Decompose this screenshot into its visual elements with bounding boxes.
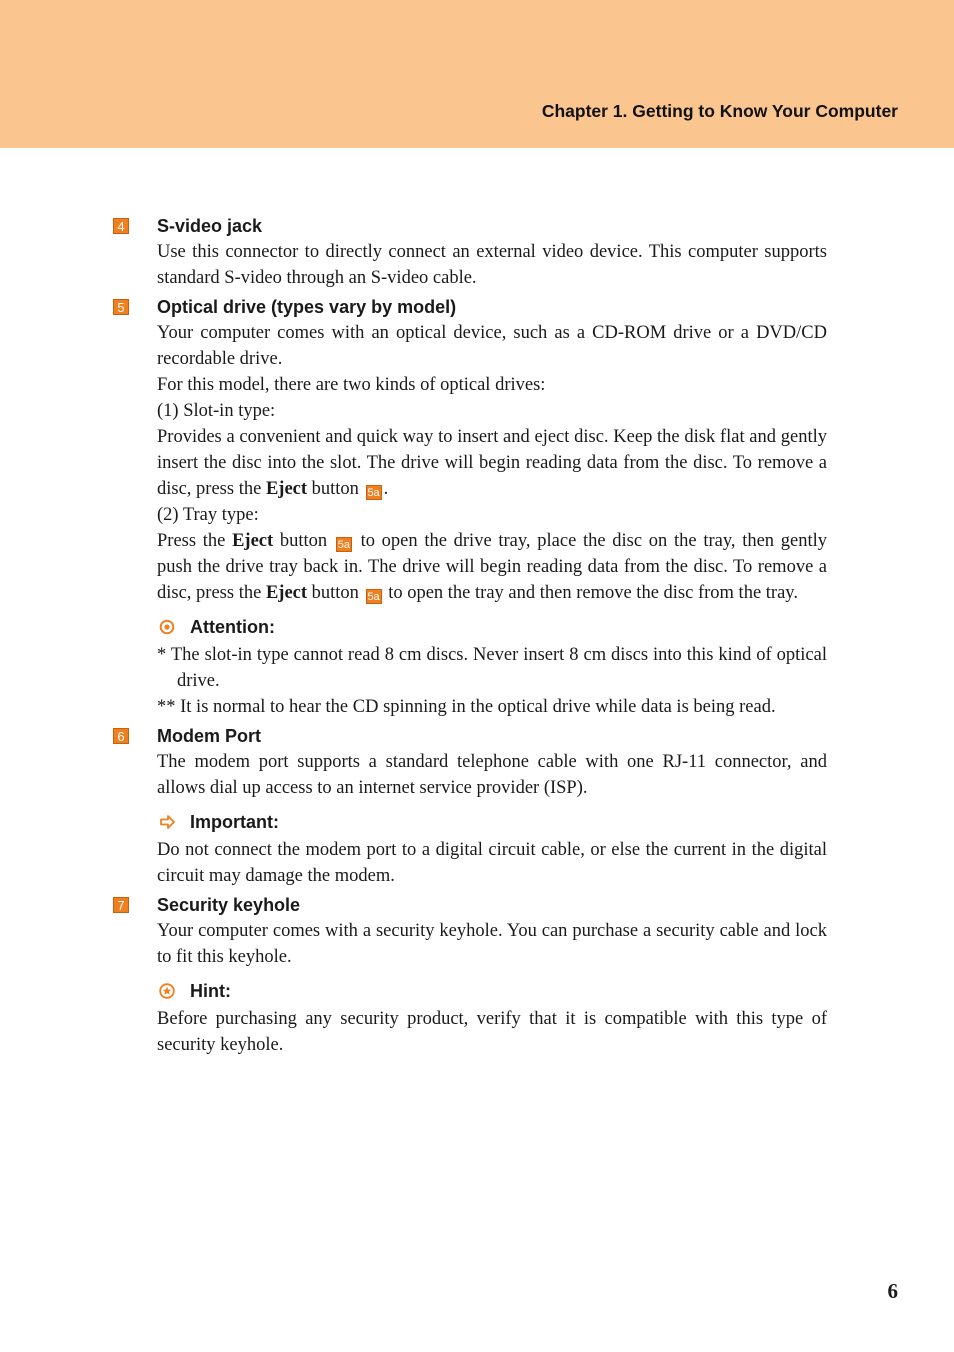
section-heading: Optical drive (types vary by model) <box>157 297 457 317</box>
text-run: to open the tray and then remove the disc from the tray. <box>383 583 798 603</box>
section-heading: Security keyhole <box>157 895 301 915</box>
eject-label: Eject <box>265 479 308 499</box>
text-run: button <box>307 583 364 603</box>
text-run: to open the drive tray, place the disc on the tray, then gently push the drive tray back in. The drive will begin reading data from the disc. To remove a disc, press the <box>157 531 828 603</box>
paragraph: Your computer comes with an optical device, such as a CD-ROM drive or a DVD/CD recordable drive. <box>157 323 827 369</box>
item-number-badge: 4 <box>113 218 129 234</box>
eject-button-icon: 5a <box>337 539 350 551</box>
eject-button-icon: 5a <box>367 487 380 499</box>
important-label: Important: <box>190 812 279 832</box>
hint-heading <box>157 978 827 1004</box>
section-modem-port <box>117 723 827 889</box>
footnote: * The slot-in type cannot read 8 cm discs. Never insert 8 cm discs into this kind of optical drive. <box>157 645 827 691</box>
eject-label: Eject <box>232 531 274 551</box>
page-number: 6 <box>887 1279 898 1303</box>
text-run: button <box>273 531 334 551</box>
text-run: Provides a convenient and quick way to insert and eject disc. Keep the disk flat and gently insert the disc into the slot. The drive will begin reading data from the disc. To remove a disc, press the <box>157 427 827 499</box>
paragraph: (2) Tray type: <box>157 505 259 525</box>
page-content <box>117 210 828 1058</box>
section-security-keyhole <box>117 892 827 1058</box>
star-circle-icon <box>159 983 175 999</box>
chapter-title: Chapter 1. Getting to Know Your Computer <box>541 101 898 121</box>
footnote: ** It is normal to hear the CD spinning in the optical drive while data is being read. <box>157 697 776 717</box>
hint-text: Before purchasing any security product, verify that it is compatible with this type of security keyhole. <box>157 1009 827 1055</box>
hint-label: Hint: <box>190 981 231 1001</box>
item-number-badge: 6 <box>113 728 129 744</box>
section-heading: Modem Port <box>157 726 262 746</box>
attention-label: Attention: <box>190 617 275 637</box>
item-number-badge: 5 <box>113 299 129 315</box>
section-optical-drive <box>117 294 828 720</box>
section-body: Use this connector to directly connect an external video device. This computer supports standard S-video through an S-video cable. <box>157 242 827 288</box>
tray-description <box>157 528 827 606</box>
arrow-right-icon <box>159 814 175 830</box>
text-run: . <box>383 479 389 499</box>
eject-label: Eject <box>265 583 308 603</box>
text-run: button <box>307 479 364 499</box>
text-run: Press the <box>157 531 233 551</box>
attention-heading <box>157 614 827 640</box>
section-body: Your computer comes with a security keyhole. You can purchase a security cable and lock to fit this keyhole. <box>157 921 827 967</box>
important-heading <box>157 809 827 835</box>
paragraph: For this model, there are two kinds of optical drives: <box>157 375 546 395</box>
section-svideo-jack <box>117 213 827 291</box>
target-circle-icon <box>159 619 175 635</box>
header-band <box>0 0 954 148</box>
eject-button-icon: 5a <box>367 591 380 603</box>
important-text: Do not connect the modem port to a digital circuit cable, or else the current in the digital circuit may damage the modem. <box>157 840 827 886</box>
section-heading: S-video jack <box>157 216 263 236</box>
paragraph: (1) Slot-in type: <box>157 401 276 421</box>
section-body: The modem port supports a standard telephone cable with one RJ-11 connector, and allows dial up access to an internet service provider (ISP). <box>157 752 827 798</box>
item-number-badge: 7 <box>113 897 129 913</box>
slot-in-description <box>157 424 827 502</box>
